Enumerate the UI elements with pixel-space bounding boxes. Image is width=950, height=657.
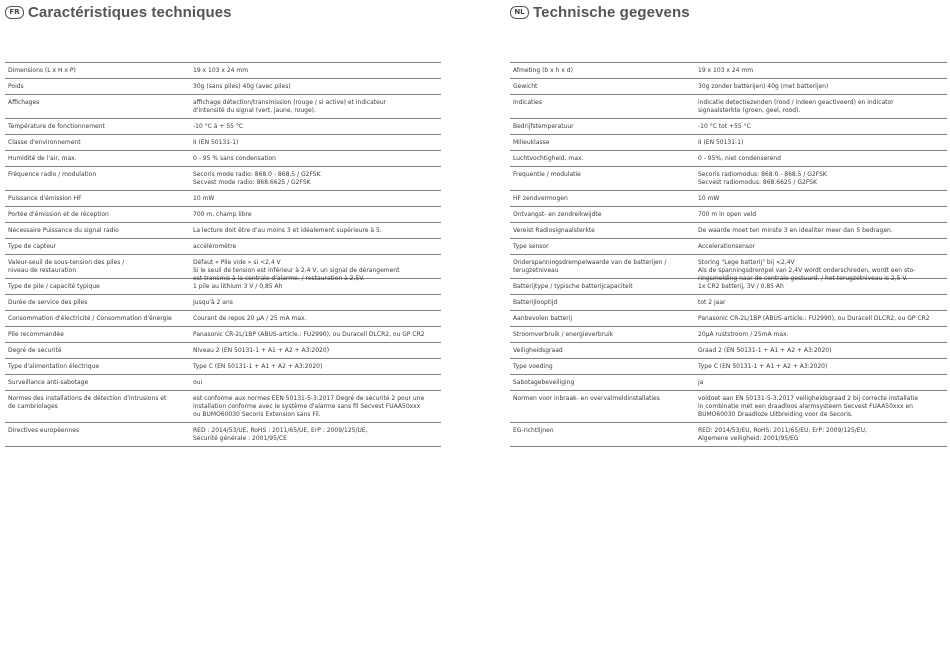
spec-row xyxy=(510,255,947,282)
section-heading-fr xyxy=(5,4,232,21)
spec-row xyxy=(5,311,441,327)
spec-label: Onderspanningsdrempelwaarde van de batterijen / terugzetniveau xyxy=(513,259,667,274)
spec-value: Graad 2 (EN 50131-1 + A1 + A2 + A3:2020) xyxy=(698,347,832,354)
spec-label: Batterijtype / typische batterijcapaciteit xyxy=(513,283,633,290)
spec-row xyxy=(510,95,947,119)
spec-value: Panasonic CR-2L/1BP (ABUS-article.: FU2990), ou Duracell DLCR2, ou GP CR2 xyxy=(193,331,425,338)
spec-value: De waarde moet ten minste 3 en idealiter meer dan 5 bedragen. xyxy=(698,227,893,234)
spec-label: Dimensions (L x H x P) xyxy=(8,67,76,74)
spec-label: Stroomverbruik / energieverbruik xyxy=(513,331,614,338)
spec-label: Milieuklasse xyxy=(513,139,550,146)
spec-row xyxy=(510,327,947,343)
spec-label: Directives européennes xyxy=(8,427,80,434)
spec-row xyxy=(5,79,441,95)
language-badge-nl: NL xyxy=(510,6,529,19)
spec-row xyxy=(5,167,441,191)
spec-row xyxy=(510,343,947,359)
spec-value: -10 °C tot +55 °C xyxy=(698,123,751,130)
spec-value: II (EN 50131-1) xyxy=(698,139,744,146)
spec-label: Valeur-seuil de sous-tension des piles / niveau de restauration xyxy=(8,259,125,274)
spec-value: Défaut « Pile vide » si <2,4 V Si le seuil de tension est inférieur à 2,4 V, un signal de dérangement est transmis à la centrale d'alarme. / restauration à 2,5V. xyxy=(193,259,400,282)
spec-label: Aanbevolen batterij xyxy=(513,315,573,322)
spec-row xyxy=(5,223,441,239)
spec-row xyxy=(510,167,947,191)
spec-value: tot 2 jaar xyxy=(698,299,726,306)
spec-value: 30g (sans piles) 40g (avec piles) xyxy=(193,83,291,90)
spec-label: Pile recommandée xyxy=(8,331,64,338)
spec-row xyxy=(510,79,947,95)
spec-row xyxy=(510,239,947,255)
spec-row xyxy=(5,191,441,207)
section-title-fr: Caractéristiques techniques xyxy=(28,4,232,21)
spec-row xyxy=(510,375,947,391)
spec-label: Degré de sécurité xyxy=(8,347,62,354)
spec-label: Température de fonctionnement xyxy=(8,123,105,130)
spec-row xyxy=(5,423,441,447)
spec-value: II (EN 50131-1) xyxy=(193,139,239,146)
spec-value: 700 m in open veld xyxy=(698,211,757,218)
spec-row xyxy=(5,391,441,423)
spec-value: 30g zonder batterijen) 40g (met batterijen) xyxy=(698,83,829,90)
spec-label: Afmeting (b x h x d) xyxy=(513,67,573,74)
section-title-nl: Technische gegevens xyxy=(533,4,690,21)
spec-label: Classe d'environnement xyxy=(8,139,81,146)
spec-row xyxy=(5,327,441,343)
spec-row xyxy=(5,295,441,311)
spec-value: -10 °C à + 55 °C xyxy=(193,123,244,130)
spec-label: Bedrijfstemperatuur xyxy=(513,123,574,130)
spec-row xyxy=(5,343,441,359)
spec-label: Type de pile / capacité typique xyxy=(8,283,100,290)
spec-label: Surveillance anti-sabotage xyxy=(8,379,89,386)
spec-label: Vereist Radiosignaalsterkte xyxy=(513,227,595,234)
spec-label: Normen voor inbraak- en overvalmeldinstallaties xyxy=(513,395,660,402)
spec-value: 10 mW xyxy=(193,195,215,202)
spec-label: Indicaties xyxy=(513,99,542,106)
spec-row xyxy=(5,95,441,119)
spec-row xyxy=(5,239,441,255)
spec-value: Niveau 2 (EN 50131-1 + A1 + A2 + A3:2020) xyxy=(193,347,330,354)
spec-value: est conforme aux normes EEN 50131-5-3:2017 Degré de sécurité 2 pour une installation conforme avec le système d'alarme sans fil Secvest FUAA50xxx ou BUMO60030 Secoris Extension sans Fil. xyxy=(193,395,425,418)
spec-value: Courant de repos 20 µA / 25 mA max. xyxy=(193,315,307,322)
spec-label: Poids xyxy=(8,83,24,90)
spec-row xyxy=(5,359,441,375)
spec-row xyxy=(5,279,441,295)
spec-value: Type C (EN 50131-1 + A1 + A2 + A3:2020) xyxy=(193,363,323,370)
spec-value: 700 m, champ libre xyxy=(193,211,252,218)
spec-value: Type C (EN 50131-1 + A1 + A2 + A3:2020) xyxy=(698,363,828,370)
spec-row xyxy=(5,135,441,151)
spec-value: Panasonic CR-2L/1BP (ABUS-article.: FU2990), ou Duracell DLCR2, ou GP CR2 xyxy=(698,315,930,322)
spec-value: Storing "Lege batterij" bij <2,4V Als de spanningsdrempel van 2,4V wordt onderschreden, wordt een sto- ringsmelding naar de centrale gestuurd. / het terugzetniveau is 2,5 V. xyxy=(698,259,916,282)
spec-row xyxy=(5,375,441,391)
spec-value: Jusqu'à 2 ans xyxy=(193,299,233,306)
spec-row xyxy=(510,295,947,311)
spec-value: 1x CR2 batterij, 3V / 0,85 Ah xyxy=(698,283,784,290)
spec-row xyxy=(5,207,441,223)
spec-label: Batterijlooptijd xyxy=(513,299,558,306)
spec-label: EG-richtlijnen xyxy=(513,427,554,434)
spec-row xyxy=(5,255,441,282)
spec-value: 19 x 103 x 24 mm xyxy=(193,67,249,74)
spec-value: 0 - 95 % sans condensation xyxy=(193,155,276,162)
language-badge-fr: FR xyxy=(5,6,24,19)
spec-value: 0 - 95%, niet condenserend xyxy=(698,155,781,162)
spec-label: Portée d'émission et de réception xyxy=(8,211,109,218)
spec-label: Gewicht xyxy=(513,83,538,90)
spec-label: Luchtvochtigheid, max. xyxy=(513,155,584,162)
spec-label: Puissance d'émission HF xyxy=(8,195,82,202)
spec-row xyxy=(510,191,947,207)
spec-value: oui xyxy=(193,379,203,386)
spec-table-nl xyxy=(510,62,947,447)
spec-table-fr xyxy=(5,62,441,447)
spec-label: Durée de service des piles xyxy=(8,299,88,306)
spec-label: Ontvangst- en zendreikwijdte xyxy=(513,211,602,218)
spec-label: Type d'alimentation électrique xyxy=(8,363,100,370)
spec-value: Secoris radiomodus: 868.0 - 868.5 / G2FSK Secvest radiomodus: 868.6625 / G2FSK xyxy=(698,171,827,186)
spec-value: 19 x 103 x 24 mm xyxy=(698,67,754,74)
spec-label: Sabotagebeveiliging xyxy=(513,379,575,386)
spec-value: RED : 2014/53/UE, RoHS : 2011/65/UE, ErP : 2009/125/UE, Sécurité générale : 2001/95/CE xyxy=(193,427,368,442)
spec-value: Secoris mode radio: 868.0 - 868.5 / G2FSK Secvest mode radio: 868.6625 / G2FSK xyxy=(193,171,321,186)
spec-row xyxy=(510,391,947,423)
spec-label: Type de capteur xyxy=(8,243,57,250)
spec-row xyxy=(5,119,441,135)
spec-label: Humidité de l'air, max. xyxy=(8,155,77,162)
spec-label: Normes des installations de détection d'intrusions et de cambriolages xyxy=(8,395,167,410)
spec-label: Veiligheidsgraad xyxy=(513,347,563,354)
spec-label: Nécessaire Puissance du signal radio xyxy=(8,227,119,234)
spec-row xyxy=(5,151,441,167)
spec-label: HF zendvermogen xyxy=(513,195,568,202)
spec-row xyxy=(510,135,947,151)
spec-value: 10 mW xyxy=(698,195,720,202)
section-heading-nl xyxy=(510,4,690,21)
spec-value: La lecture doit être d'au moins 3 et idéalement supérieure à 5. xyxy=(193,227,382,234)
spec-value: ja xyxy=(698,379,704,386)
spec-row xyxy=(5,63,441,79)
spec-value: 1 pile au lithium 3 V / 0,85 Ah xyxy=(193,283,283,290)
spec-row xyxy=(510,223,947,239)
spec-row xyxy=(510,119,947,135)
spec-value: Accelerationsensor xyxy=(698,243,756,250)
spec-label: Frequentie / modulatie xyxy=(513,171,581,178)
spec-value: 20µA ruststroom / 25mA max. xyxy=(698,331,789,338)
spec-value: accéléromètre xyxy=(193,243,237,250)
spec-value: voldoet aan EN 50131-5-3:2017 veiligheidsgraad 2 bij correcte installatie in combinatie met een draadloos alarmsysteem Secvest FUAA50xxx en BUMO60030 Draadloze Uitbreiding voor de Secoris. xyxy=(698,395,919,418)
spec-row xyxy=(510,279,947,295)
spec-label: Type sensor xyxy=(513,243,549,250)
spec-label: Consommation d'électricité / Consommation d'énergie xyxy=(8,315,172,322)
spec-value: RED: 2014/53/EU, RoHS: 2011/65/EU, ErP: 2009/125/EU, Algemene veiligheid: 2001/95/EG xyxy=(698,427,867,442)
spec-row xyxy=(510,151,947,167)
spec-value: indicatie detectiezenden (rood / indeen geactiveerd) en indicator signaalsterkte (groen, geel, rood). xyxy=(698,99,894,114)
spec-label: Fréquence radio / modulation xyxy=(8,171,97,178)
spec-label: Affichages xyxy=(8,99,40,106)
spec-row xyxy=(510,359,947,375)
spec-row xyxy=(510,423,947,447)
spec-value: affichage détection/transmission (rouge / si active) et indicateur d'intensité du signal (vert, jaune, rouge). xyxy=(193,99,387,114)
spec-row xyxy=(510,207,947,223)
spec-row xyxy=(510,311,947,327)
spec-row xyxy=(510,63,947,79)
spec-label: Type voeding xyxy=(513,363,553,370)
